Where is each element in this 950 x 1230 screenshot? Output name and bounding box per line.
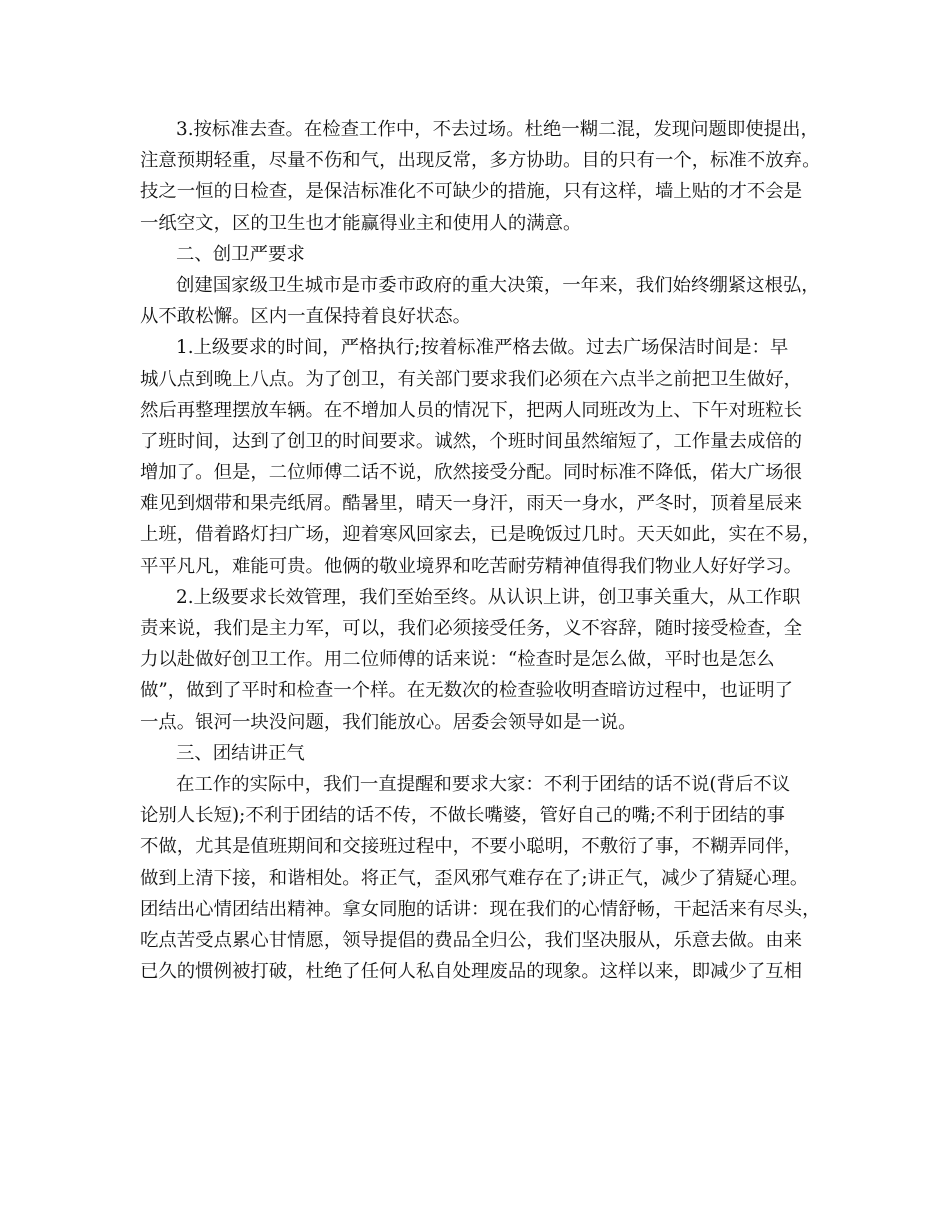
paragraph-line: 已久的惯例被打破，杜绝了任何人私自处理废品的现象。这样以来，即减少了互相 xyxy=(140,961,803,983)
paragraph-line: 注意预期轻重，尽量不伤和气，出现反常，多方协助。目的只有一个，标准不放弃。 xyxy=(140,150,821,172)
paragraph-line: 责来说，我们是主力军，可以，我们必须接受任务，义不容辞，随时接受检查，全 xyxy=(140,618,803,639)
paragraph-line: 技之一恒的日检查，是保洁标准化不可缺少的措施，只有这样，墙上贴的才不会是 xyxy=(140,181,803,203)
paragraph-line: 2.上级要求长效管理，我们至始至终。从认识上讲，创卫事关重大，从工作职 xyxy=(176,586,801,608)
paragraph-line: 在工作的实际中，我们一直提醒和要求大家：不利于团结的话不说(背后不议 xyxy=(176,773,791,795)
document-body xyxy=(140,114,820,987)
paragraph-line: 团结出心情团结出精神。拿女同胞的话讲：现在我们的心情舒畅，干起活来有尽头， xyxy=(140,898,821,920)
paragraph-line: 城八点到晚上八点。为了创卫，有关部门要求我们必须在六点半之前把卫生做好， xyxy=(140,368,803,390)
paragraph-line: 一点。银河一块没问题，我们能放心。居委会领导如是一说。 xyxy=(140,711,637,733)
paragraph-line: 平平凡凡，难能可贵。他俩的敬业境界和吃苦耐劳精神值得我们物业人好好学习。 xyxy=(140,555,803,577)
paragraph-line: 3.按标准去查。在检查工作中，不去过场。杜绝一糊二混，发现问题即使提出， xyxy=(176,119,819,140)
paragraph-line: 力以赴做好创卫工作。用二位师傅的话来说：“检查时是怎么做，平时也是怎么 xyxy=(140,649,775,671)
paragraph-line: 不做，尤其是值班期间和交接班过程中，不要小聪明，不敷衍了事，不糊弄同伴， xyxy=(140,836,803,858)
paragraph-line: 从不敢松懈。区内一直保持着良好状态。 xyxy=(140,306,472,328)
paragraph-line: 难见到烟带和果壳纸屑。酷暑里，晴天一身汗，雨天一身水，严冬时，顶着星辰来 xyxy=(140,493,803,515)
paragraph-line: 做”，做到了平时和检查一个样。在无数次的检查验收明查暗访过程中，也证明了 xyxy=(140,680,794,702)
paragraph-line: 了班时间，达到了创卫的时间要求。诚然，个班时间虽然缩短了，工作量去成倍的 xyxy=(140,430,803,452)
paragraph-line: 吃点苦受点累心甘情愿，领导提倡的费品全归公，我们坚决服从，乐意去做。由来 xyxy=(140,929,803,951)
paragraph-line: 然后再整理摆放车辆。在不增加人员的情况下，把两人同班改为上、下午对班粒长 xyxy=(140,399,803,421)
paragraph-line: 创建国家级卫生城市是市委市政府的重大决策，一年来，我们始终绷紧这根弘， xyxy=(176,274,820,296)
paragraph-line: 做到上清下接，和谐相处。将正气，歪风邪气难存在了;讲正气，减少了猜疑心理。 xyxy=(140,867,809,889)
section-heading: 三、团结讲正气 xyxy=(176,742,305,764)
paragraph-line: 论别人长短);不利于团结的话不传，不做长嘴婆，管好自己的嘴;不利于团结的事 xyxy=(140,805,785,827)
paragraph-line: 一纸空文，区的卫生也才能赢得业主和使用人的满意。 xyxy=(140,212,582,234)
section-heading: 二、创卫严要求 xyxy=(176,243,305,265)
paragraph-line: 1.上级要求的时间，严格执行;按着标准严格去做。过去广场保洁时间是：早 xyxy=(176,337,789,359)
paragraph-line: 增加了。但是，二位师傅二话不说，欣然接受分配。同时标准不降低，偌大广场很 xyxy=(140,462,803,484)
paragraph-line: 上班，借着路灯扫广场，迎着寒风回家去，已是晚饭过几时。天天如此，实在不易， xyxy=(140,524,821,546)
